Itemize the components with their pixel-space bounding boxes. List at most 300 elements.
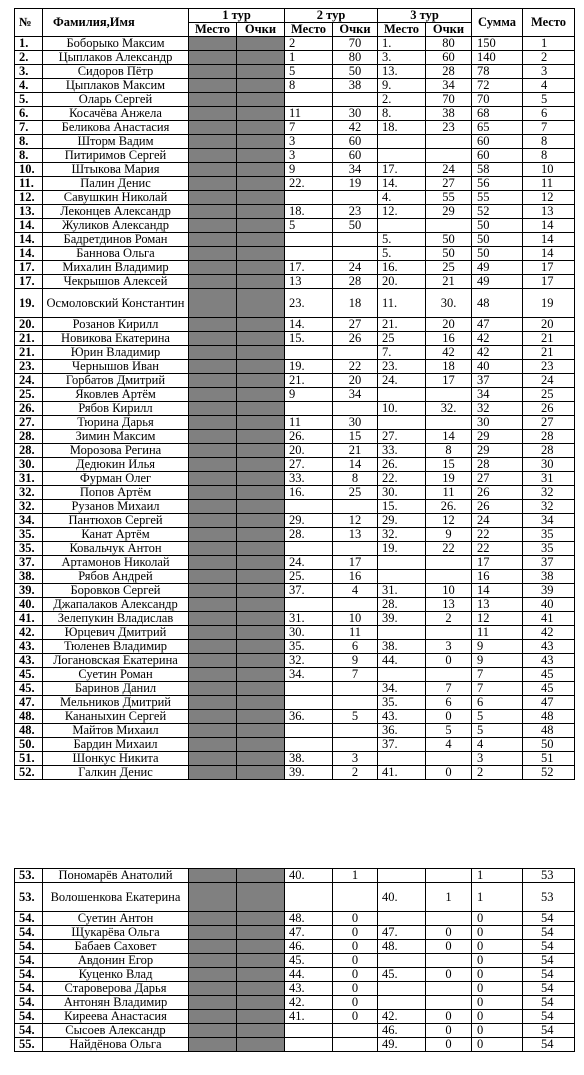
final-place: 54	[523, 982, 575, 996]
extra-results-table-body	[15, 869, 575, 1052]
sum-cell: 150	[472, 37, 523, 51]
tour2-points: 1	[333, 869, 378, 883]
tour2-points: 4	[333, 584, 378, 598]
participant-name: Леконцев Александр	[43, 205, 189, 219]
tour2-place	[285, 1024, 333, 1038]
place-number: 45.	[15, 668, 43, 682]
tour3-points: 20	[426, 318, 472, 332]
tour1-points	[237, 107, 285, 121]
tour1-points	[237, 954, 285, 968]
sum-cell: 49	[472, 275, 523, 289]
tour3-place	[378, 996, 426, 1010]
tour1-points	[237, 696, 285, 710]
tour1-points	[237, 738, 285, 752]
tour2-points	[333, 402, 378, 416]
tour2-points: 42	[333, 121, 378, 135]
final-place: 25	[523, 388, 575, 402]
table-row	[15, 318, 575, 332]
tour3-points: 0	[426, 940, 472, 954]
tour3-points: 23	[426, 121, 472, 135]
sum-cell: 42	[472, 332, 523, 346]
tour1-place	[189, 261, 237, 275]
tour3-points: 12	[426, 514, 472, 528]
tour3-place: 45.	[378, 968, 426, 982]
tour1-place	[189, 486, 237, 500]
table-row	[15, 149, 575, 163]
tour3-points: 14	[426, 430, 472, 444]
table-row	[15, 1038, 575, 1052]
tour1-points	[237, 205, 285, 219]
tour2-points: 0	[333, 940, 378, 954]
tour3-points: 5	[426, 724, 472, 738]
header-tour1-points: Очки	[237, 23, 285, 37]
tour3-place: 46.	[378, 1024, 426, 1038]
tour2-points: 19	[333, 177, 378, 191]
final-place: 40	[523, 598, 575, 612]
final-place: 30	[523, 458, 575, 472]
header-name: Фамилия,Имя	[43, 9, 189, 37]
tour3-place: 11.	[378, 289, 426, 318]
participant-name: Юрцевич Дмитрий	[43, 626, 189, 640]
participant-name: Оларь Сергей	[43, 93, 189, 107]
tour2-points	[333, 1024, 378, 1038]
tour3-points	[426, 149, 472, 163]
tour2-points: 0	[333, 982, 378, 996]
participant-name: Пантюхов Сергей	[43, 514, 189, 528]
sum-cell: 0	[472, 968, 523, 982]
table-row	[15, 682, 575, 696]
tour3-points: 21	[426, 275, 472, 289]
tour3-place: 14.	[378, 177, 426, 191]
tour1-points	[237, 940, 285, 954]
place-number: 39.	[15, 584, 43, 598]
sum-cell: 55	[472, 191, 523, 205]
tour2-points: 8	[333, 472, 378, 486]
sum-cell: 0	[472, 982, 523, 996]
tour3-place	[378, 626, 426, 640]
table-row	[15, 968, 575, 982]
final-place: 3	[523, 65, 575, 79]
tour1-points	[237, 318, 285, 332]
sum-cell: 4	[472, 738, 523, 752]
table-row	[15, 556, 575, 570]
header-num: №	[15, 9, 43, 37]
table-row	[15, 444, 575, 458]
participant-name: Пономарёв Анатолий	[43, 869, 189, 883]
sum-cell: 16	[472, 570, 523, 584]
place-number: 53.	[15, 883, 43, 912]
sum-cell: 30	[472, 416, 523, 430]
tour1-points	[237, 766, 285, 780]
table-row	[15, 275, 575, 289]
final-place: 7	[523, 121, 575, 135]
tour2-place: 34.	[285, 668, 333, 682]
tour2-place: 42.	[285, 996, 333, 1010]
tour3-place: 27.	[378, 430, 426, 444]
place-number: 8.	[15, 149, 43, 163]
tour2-place: 18.	[285, 205, 333, 219]
tour3-points: 4	[426, 738, 472, 752]
place-number: 43.	[15, 654, 43, 668]
sum-cell: 29	[472, 430, 523, 444]
tour2-points: 21	[333, 444, 378, 458]
sum-cell: 0	[472, 940, 523, 954]
tour2-place	[285, 346, 333, 360]
tour2-points	[333, 682, 378, 696]
participant-name: Суетин Антон	[43, 912, 189, 926]
tour3-points: 34	[426, 79, 472, 93]
tour1-place	[189, 247, 237, 261]
tour2-place	[285, 883, 333, 912]
tour3-place	[378, 149, 426, 163]
sum-cell: 27	[472, 472, 523, 486]
tour2-place: 17.	[285, 261, 333, 275]
tour1-points	[237, 79, 285, 93]
tour1-place	[189, 275, 237, 289]
tour1-points	[237, 289, 285, 318]
tour3-place	[378, 982, 426, 996]
table-row	[15, 696, 575, 710]
tour1-place	[189, 360, 237, 374]
table-row	[15, 416, 575, 430]
tour3-place: 1.	[378, 37, 426, 51]
place-number: 42.	[15, 626, 43, 640]
sum-cell: 0	[472, 996, 523, 1010]
participant-name: Найдёнова Ольга	[43, 1038, 189, 1052]
table-row	[15, 766, 575, 780]
tour2-place	[285, 233, 333, 247]
tour2-points: 70	[333, 37, 378, 51]
final-place: 20	[523, 318, 575, 332]
tour3-place: 19.	[378, 542, 426, 556]
tour1-place	[189, 710, 237, 724]
tour2-points: 34	[333, 163, 378, 177]
tour1-points	[237, 982, 285, 996]
place-number: 13.	[15, 205, 43, 219]
tour3-points: 30.	[426, 289, 472, 318]
final-place: 14	[523, 247, 575, 261]
tour3-place: 9.	[378, 79, 426, 93]
final-place: 39	[523, 584, 575, 598]
sum-cell: 29	[472, 444, 523, 458]
table-row	[15, 514, 575, 528]
place-number: 45.	[15, 682, 43, 696]
table-row	[15, 668, 575, 682]
tour2-points: 12	[333, 514, 378, 528]
participant-name: Рябов Кирилл	[43, 402, 189, 416]
table-row	[15, 135, 575, 149]
tour2-place: 11	[285, 416, 333, 430]
header-tour1-place: Место	[189, 23, 237, 37]
tour1-points	[237, 388, 285, 402]
tour1-place	[189, 233, 237, 247]
tour2-place	[285, 402, 333, 416]
tour3-points: 8	[426, 444, 472, 458]
final-place: 42	[523, 626, 575, 640]
tour1-points	[237, 121, 285, 135]
tour3-points: 70	[426, 93, 472, 107]
table-row	[15, 940, 575, 954]
final-place: 27	[523, 416, 575, 430]
tour3-place: 2.	[378, 93, 426, 107]
tour3-place: 21.	[378, 318, 426, 332]
table-row	[15, 37, 575, 51]
place-number: 37.	[15, 556, 43, 570]
sum-cell: 22	[472, 528, 523, 542]
participant-name: Антонян Владимир	[43, 996, 189, 1010]
participant-name: Староверова Дарья	[43, 982, 189, 996]
place-number: 43.	[15, 640, 43, 654]
place-number: 14.	[15, 219, 43, 233]
tour2-points: 60	[333, 135, 378, 149]
tour1-points	[237, 1038, 285, 1052]
tour2-points: 34	[333, 388, 378, 402]
tour2-points: 23	[333, 205, 378, 219]
final-place: 41	[523, 612, 575, 626]
tour3-points: 0	[426, 654, 472, 668]
final-place: 43	[523, 654, 575, 668]
tour1-place	[189, 982, 237, 996]
participant-name: Горбатов Дмитрий	[43, 374, 189, 388]
tour2-place	[285, 191, 333, 205]
tour1-points	[237, 654, 285, 668]
tour2-points	[333, 883, 378, 912]
final-place: 14	[523, 219, 575, 233]
tour3-points: 50	[426, 233, 472, 247]
tour1-points	[237, 65, 285, 79]
tour2-points: 7	[333, 668, 378, 682]
final-place: 54	[523, 996, 575, 1010]
tour2-points: 50	[333, 65, 378, 79]
tour2-points: 18	[333, 289, 378, 318]
tour3-place	[378, 869, 426, 883]
tour3-place	[378, 912, 426, 926]
participant-name: Волошенкова Екатерина	[43, 883, 189, 912]
sum-cell: 5	[472, 710, 523, 724]
place-number: 26.	[15, 402, 43, 416]
sum-cell: 70	[472, 93, 523, 107]
tour1-points	[237, 528, 285, 542]
tour1-points	[237, 869, 285, 883]
place-number: 41.	[15, 612, 43, 626]
table-row	[15, 710, 575, 724]
table-row	[15, 402, 575, 416]
sum-cell: 60	[472, 149, 523, 163]
tour3-points	[426, 570, 472, 584]
final-place: 48	[523, 724, 575, 738]
tour3-points	[426, 219, 472, 233]
place-number: 35.	[15, 528, 43, 542]
tour1-points	[237, 912, 285, 926]
place-number: 47.	[15, 696, 43, 710]
tour1-place	[189, 542, 237, 556]
table-row	[15, 752, 575, 766]
tour2-place	[285, 682, 333, 696]
tour1-place	[189, 332, 237, 346]
tour3-points: 6	[426, 696, 472, 710]
participant-name: Фурман Олег	[43, 472, 189, 486]
sum-cell: 13	[472, 598, 523, 612]
tour1-points	[237, 1024, 285, 1038]
participant-name: Киреева Анастасия	[43, 1010, 189, 1024]
final-place: 28	[523, 444, 575, 458]
place-number: 21.	[15, 346, 43, 360]
tour3-place	[378, 556, 426, 570]
tour3-place: 41.	[378, 766, 426, 780]
participant-name: Канат Артём	[43, 528, 189, 542]
participant-name: Мельников Дмитрий	[43, 696, 189, 710]
tour3-points	[426, 135, 472, 149]
participant-name: Михалин Владимир	[43, 261, 189, 275]
participant-name: Бабаев Саховет	[43, 940, 189, 954]
tour2-place: 47.	[285, 926, 333, 940]
sum-cell: 0	[472, 926, 523, 940]
tour2-points: 26	[333, 332, 378, 346]
tour3-points: 18	[426, 360, 472, 374]
final-place: 4	[523, 79, 575, 93]
tour2-place: 48.	[285, 912, 333, 926]
tour1-place	[189, 954, 237, 968]
table-row	[15, 584, 575, 598]
tour3-points	[426, 982, 472, 996]
tour2-points	[333, 93, 378, 107]
sum-cell: 48	[472, 289, 523, 318]
tour2-points	[333, 191, 378, 205]
tour1-place	[189, 374, 237, 388]
tour1-points	[237, 458, 285, 472]
tour1-place	[189, 107, 237, 121]
tour2-place: 3	[285, 135, 333, 149]
participant-name: Рузанов Михаил	[43, 500, 189, 514]
table-row	[15, 107, 575, 121]
tour2-points: 13	[333, 528, 378, 542]
tour1-points	[237, 51, 285, 65]
tour1-place	[189, 968, 237, 982]
participant-name: Щукарёва Ольга	[43, 926, 189, 940]
tour2-points: 0	[333, 1010, 378, 1024]
tour2-place: 23.	[285, 289, 333, 318]
final-place: 37	[523, 556, 575, 570]
final-place: 38	[523, 570, 575, 584]
tour2-place: 36.	[285, 710, 333, 724]
place-number: 10.	[15, 163, 43, 177]
tour3-place: 5.	[378, 233, 426, 247]
place-number: 5.	[15, 93, 43, 107]
place-number: 25.	[15, 388, 43, 402]
participant-name: Питиримов Сергей	[43, 149, 189, 163]
final-place: 6	[523, 107, 575, 121]
place-number: 32.	[15, 500, 43, 514]
tour3-points: 0	[426, 1038, 472, 1052]
tour1-place	[189, 996, 237, 1010]
final-place: 5	[523, 93, 575, 107]
tour3-place	[378, 219, 426, 233]
final-place: 43	[523, 640, 575, 654]
table-row	[15, 65, 575, 79]
tour3-place: 25	[378, 332, 426, 346]
tour1-place	[189, 177, 237, 191]
final-place: 17	[523, 275, 575, 289]
tour1-points	[237, 416, 285, 430]
tour1-place	[189, 724, 237, 738]
sum-cell: 32	[472, 402, 523, 416]
tour2-place: 32.	[285, 654, 333, 668]
place-number: 8.	[15, 135, 43, 149]
place-number: 27.	[15, 416, 43, 430]
sum-cell: 52	[472, 205, 523, 219]
place-number: 38.	[15, 570, 43, 584]
place-number: 4.	[15, 79, 43, 93]
tour2-place: 37.	[285, 584, 333, 598]
tour1-points	[237, 360, 285, 374]
header-tour2-points: Очки	[333, 23, 378, 37]
tour3-points: 11	[426, 486, 472, 500]
sum-cell: 14	[472, 584, 523, 598]
header-tour3-place: Место	[378, 23, 426, 37]
sum-cell: 7	[472, 682, 523, 696]
tour1-place	[189, 416, 237, 430]
tour2-place: 39.	[285, 766, 333, 780]
final-place: 17	[523, 261, 575, 275]
tour3-place: 34.	[378, 682, 426, 696]
sum-cell: 72	[472, 79, 523, 93]
tour3-points: 0	[426, 1024, 472, 1038]
sum-cell: 0	[472, 912, 523, 926]
tour1-place	[189, 93, 237, 107]
place-number: 6.	[15, 107, 43, 121]
place-number: 32.	[15, 486, 43, 500]
tour2-points: 24	[333, 261, 378, 275]
sum-cell: 3	[472, 752, 523, 766]
tour2-points: 25	[333, 486, 378, 500]
sum-cell: 2	[472, 766, 523, 780]
final-place: 24	[523, 374, 575, 388]
tour3-points: 26.	[426, 500, 472, 514]
final-place: 53	[523, 869, 575, 883]
final-place: 48	[523, 710, 575, 724]
sum-cell: 34	[472, 388, 523, 402]
tour2-place	[285, 724, 333, 738]
tour1-points	[237, 430, 285, 444]
tour1-points	[237, 149, 285, 163]
tour2-points: 3	[333, 752, 378, 766]
tour3-points: 29	[426, 205, 472, 219]
tour2-place: 29.	[285, 514, 333, 528]
table-row	[15, 51, 575, 65]
tour1-place	[189, 654, 237, 668]
tour3-points	[426, 954, 472, 968]
tour1-place	[189, 640, 237, 654]
final-place: 8	[523, 149, 575, 163]
tour1-place	[189, 598, 237, 612]
place-number: 30.	[15, 458, 43, 472]
table-row	[15, 472, 575, 486]
final-place: 13	[523, 205, 575, 219]
final-place: 12	[523, 191, 575, 205]
tour3-points: 16	[426, 332, 472, 346]
tour3-place: 30.	[378, 486, 426, 500]
tour2-points: 11	[333, 626, 378, 640]
final-place: 23	[523, 360, 575, 374]
table-row	[15, 926, 575, 940]
tour1-place	[189, 668, 237, 682]
table-row	[15, 121, 575, 135]
table-row	[15, 233, 575, 247]
tour1-place	[189, 289, 237, 318]
final-place: 51	[523, 752, 575, 766]
place-number: 54.	[15, 1024, 43, 1038]
header-sum: Сумма	[472, 9, 523, 37]
